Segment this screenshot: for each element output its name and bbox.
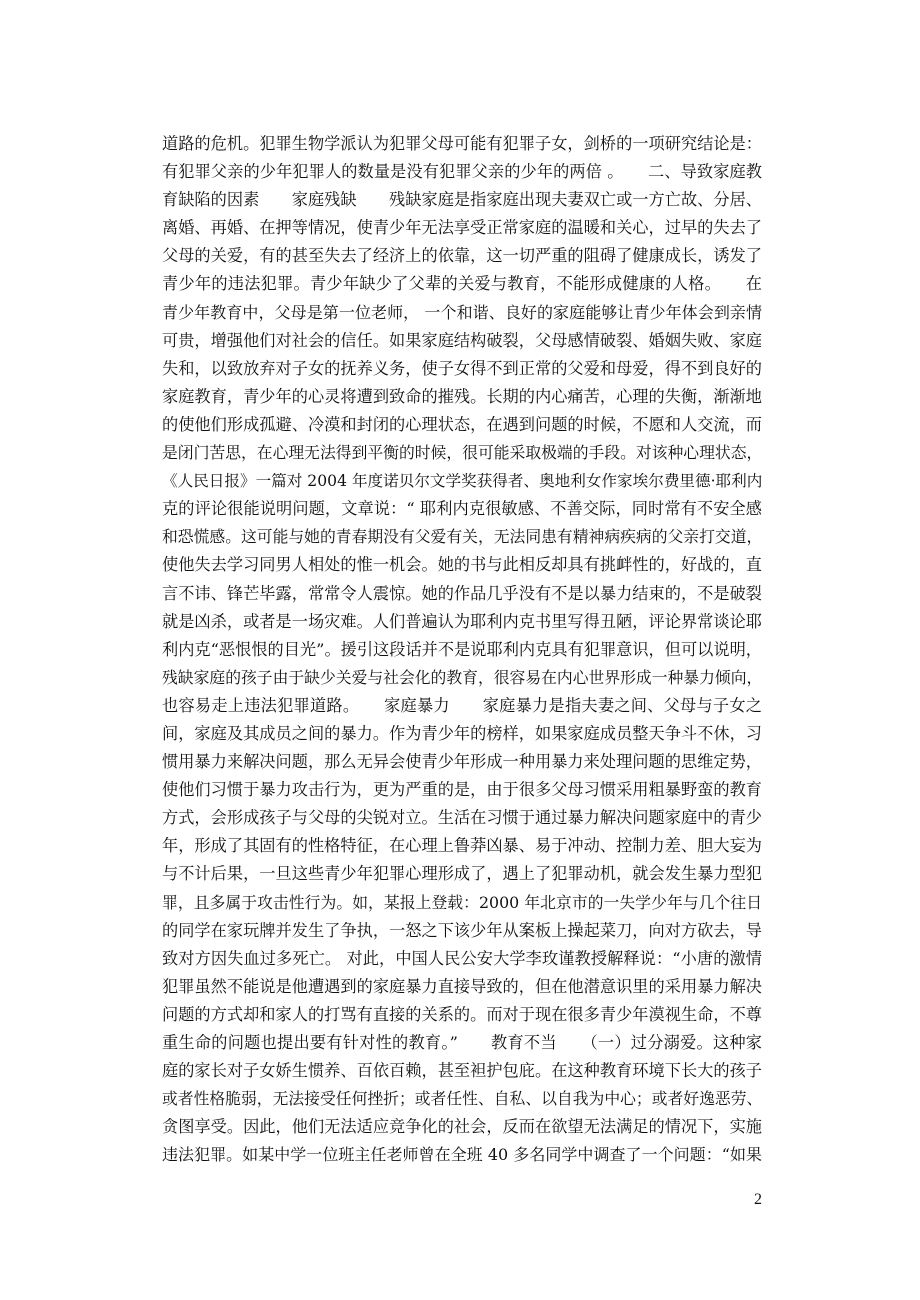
text-line: 利内克“恶恨恨的目光”。援引这段话并不是说耶利内克具有犯罪意识，但可以说明， xyxy=(162,639,762,659)
text-line: 重生命的问题也提出要有针对性的教育。” 教育不当 （一）过分溺爱。这种家 xyxy=(162,1033,762,1052)
text-line: 青少年的违法犯罪。青少年缺少了父辈的关爱与教育，不能形成健康的人格。 在 xyxy=(162,274,762,294)
text-line: 残缺家庭的孩子由于缺少关爱与社会化的教育，很容易在内心世界形成一种暴力倾向， xyxy=(162,667,763,687)
text-line: 家庭教育，青少年的心灵将遭到致命的摧残。长期的内心痛苦，心理的失衡，渐渐地 xyxy=(162,386,762,406)
text-line: 问题的方式却和家人的打骂有直接的关系的。而对于现在很多青少年漠视生命，不尊 xyxy=(162,1004,762,1024)
text-line: 致对方因失血过多死亡。 对此，中国人民公安大学李玫谨教授解释说：“小唐的激情 xyxy=(162,948,762,968)
text-line: 使他失去学习同男人相处的惟一机会。她的书与此相反却具有挑衅性的，好战的，直 xyxy=(162,555,762,575)
text-line: 的使他们形成孤避、冷漠和封闭的心理状态，在遇到问题的时候，不愿和人交流，而 xyxy=(162,414,762,434)
text-line: 惯用暴力来解决问题，那么无异会使青少年形成一种用暴力来处理问题的思维定势， xyxy=(162,752,762,772)
text-line: 言不讳、锋芒毕露，常常令人震惊。她的作品几乎没有不是以暴力结束的，不是破裂 xyxy=(162,583,762,603)
text-line: 间，家庭及其成员之间的暴力。作为青少年的榜样，如果家庭成员整天争斗不休，习 xyxy=(162,723,762,743)
text-line: 可贵，增强他们对社会的信任。如果家庭结构破裂，父母感情破裂、婚姻失败、家庭 xyxy=(162,330,762,350)
text-line: 道路的危机。犯罪生物学派认为犯罪父母可能有犯罪子女，剑桥的一项研究结论是： xyxy=(162,134,762,153)
text-line: 育缺陷的因素 家庭残缺 残缺家庭是指家庭出现夫妻双亡或一方亡故、分居、 xyxy=(162,190,762,210)
text-line: 庭的家长对子女娇生惯养、百依百赖，甚至袒护包庇。在这种教育环境下长大的孩子 xyxy=(162,1061,762,1081)
text-line: 使他们习惯于暴力攻击行为，更为严重的是，由于很多父母习惯采用粗暴野蛮的教育 xyxy=(162,780,762,800)
text-line: 离婚、再婚、在押等情况，使青少年无法享受正常家庭的温暖和关心，过早的失去了 xyxy=(162,218,762,238)
text-line: 克的评论很能说明问题，文章说：“ 耶利内克很敏感、不善交际，同时常有不安全感 xyxy=(162,499,762,519)
page-number: 2 xyxy=(754,1191,762,1208)
text-line: 方式，会形成孩子与父母的尖锐对立。生活在习惯于通过暴力解决问题家庭中的青少 xyxy=(162,808,762,828)
text-line: 有犯罪父亲的少年犯罪人的数量是没有犯罪父亲的少年的两倍 。 二、导致家庭教 xyxy=(162,162,762,182)
text-line: 青少年教育中，父母是第一位老师， 一个和谐、良好的家庭能够让青少年体会到亲情 xyxy=(162,302,762,322)
text-line: 犯罪虽然不能说是他遭遇到的家庭暴力直接导致的，但在他潜意识里的采用暴力解决 xyxy=(162,976,762,996)
text-line: 贪图享受。因此，他们无法适应竞争化的社会，反而在欲望无法满足的情况下，实施 xyxy=(162,1117,762,1137)
text-line: 年，形成了其固有的性格特征，在心理上鲁莽凶暴、易于冲动、控制力差、胆大妄为 xyxy=(162,836,762,856)
text-line: 就是凶杀，或者是一场灾难。人们普遍认为耶利内克书里写得丑陋，评论界常谈论耶 xyxy=(162,611,762,631)
text-line: 的同学在家玩牌并发生了争执，一怒之下该少年从案板上操起菜刀，向对方砍去，导 xyxy=(162,920,762,940)
body-text xyxy=(162,130,762,1169)
text-line: 《人民日报》一篇对 2004 年度诺贝尔文学奖获得者、奥地利女作家埃尔费里德·耶利内 xyxy=(162,472,763,491)
text-line: 也容易走上违法犯罪道路。 家庭暴力 家庭暴力是指夫妻之间、父母与子女之 xyxy=(162,695,762,715)
text-line: 父母的关爱，有的甚至失去了经济上的依靠，这一切严重的阻碍了健康成长，诱发了 xyxy=(162,246,762,266)
text-line: 和恐慌感。这可能与她的青春期没有父爱有关，无法同患有精神病疾病的父亲打交道， xyxy=(162,527,763,547)
text-line: 与不计后果，一旦这些青少年犯罪心理形成了，遇上了犯罪动机，就会发生暴力型犯 xyxy=(162,864,762,884)
text-line: 违法犯罪。如某中学一位班主任老师曾在全班 40 多名同学中调查了一个问题：“如果 xyxy=(162,1145,762,1165)
text-line: 罪，且多属于攻击性行为。如，某报上登载：2000 年北京市的一失学少年与几个往日 xyxy=(162,892,762,912)
text-line: 失和，以致放弃对子女的抚养义务，使子女得不到正常的父爱和母爱，得不到良好的 xyxy=(162,358,762,378)
text-line: 是闭门苦思，在心理无法得到平衡的时候，很可能采取极端的手段。对该种心理状态， xyxy=(162,443,763,463)
text-line: 或者性格脆弱，无法接受任何挫折；或者任性、自私、以自我为中心；或者好逸恶劳、 xyxy=(162,1089,763,1109)
